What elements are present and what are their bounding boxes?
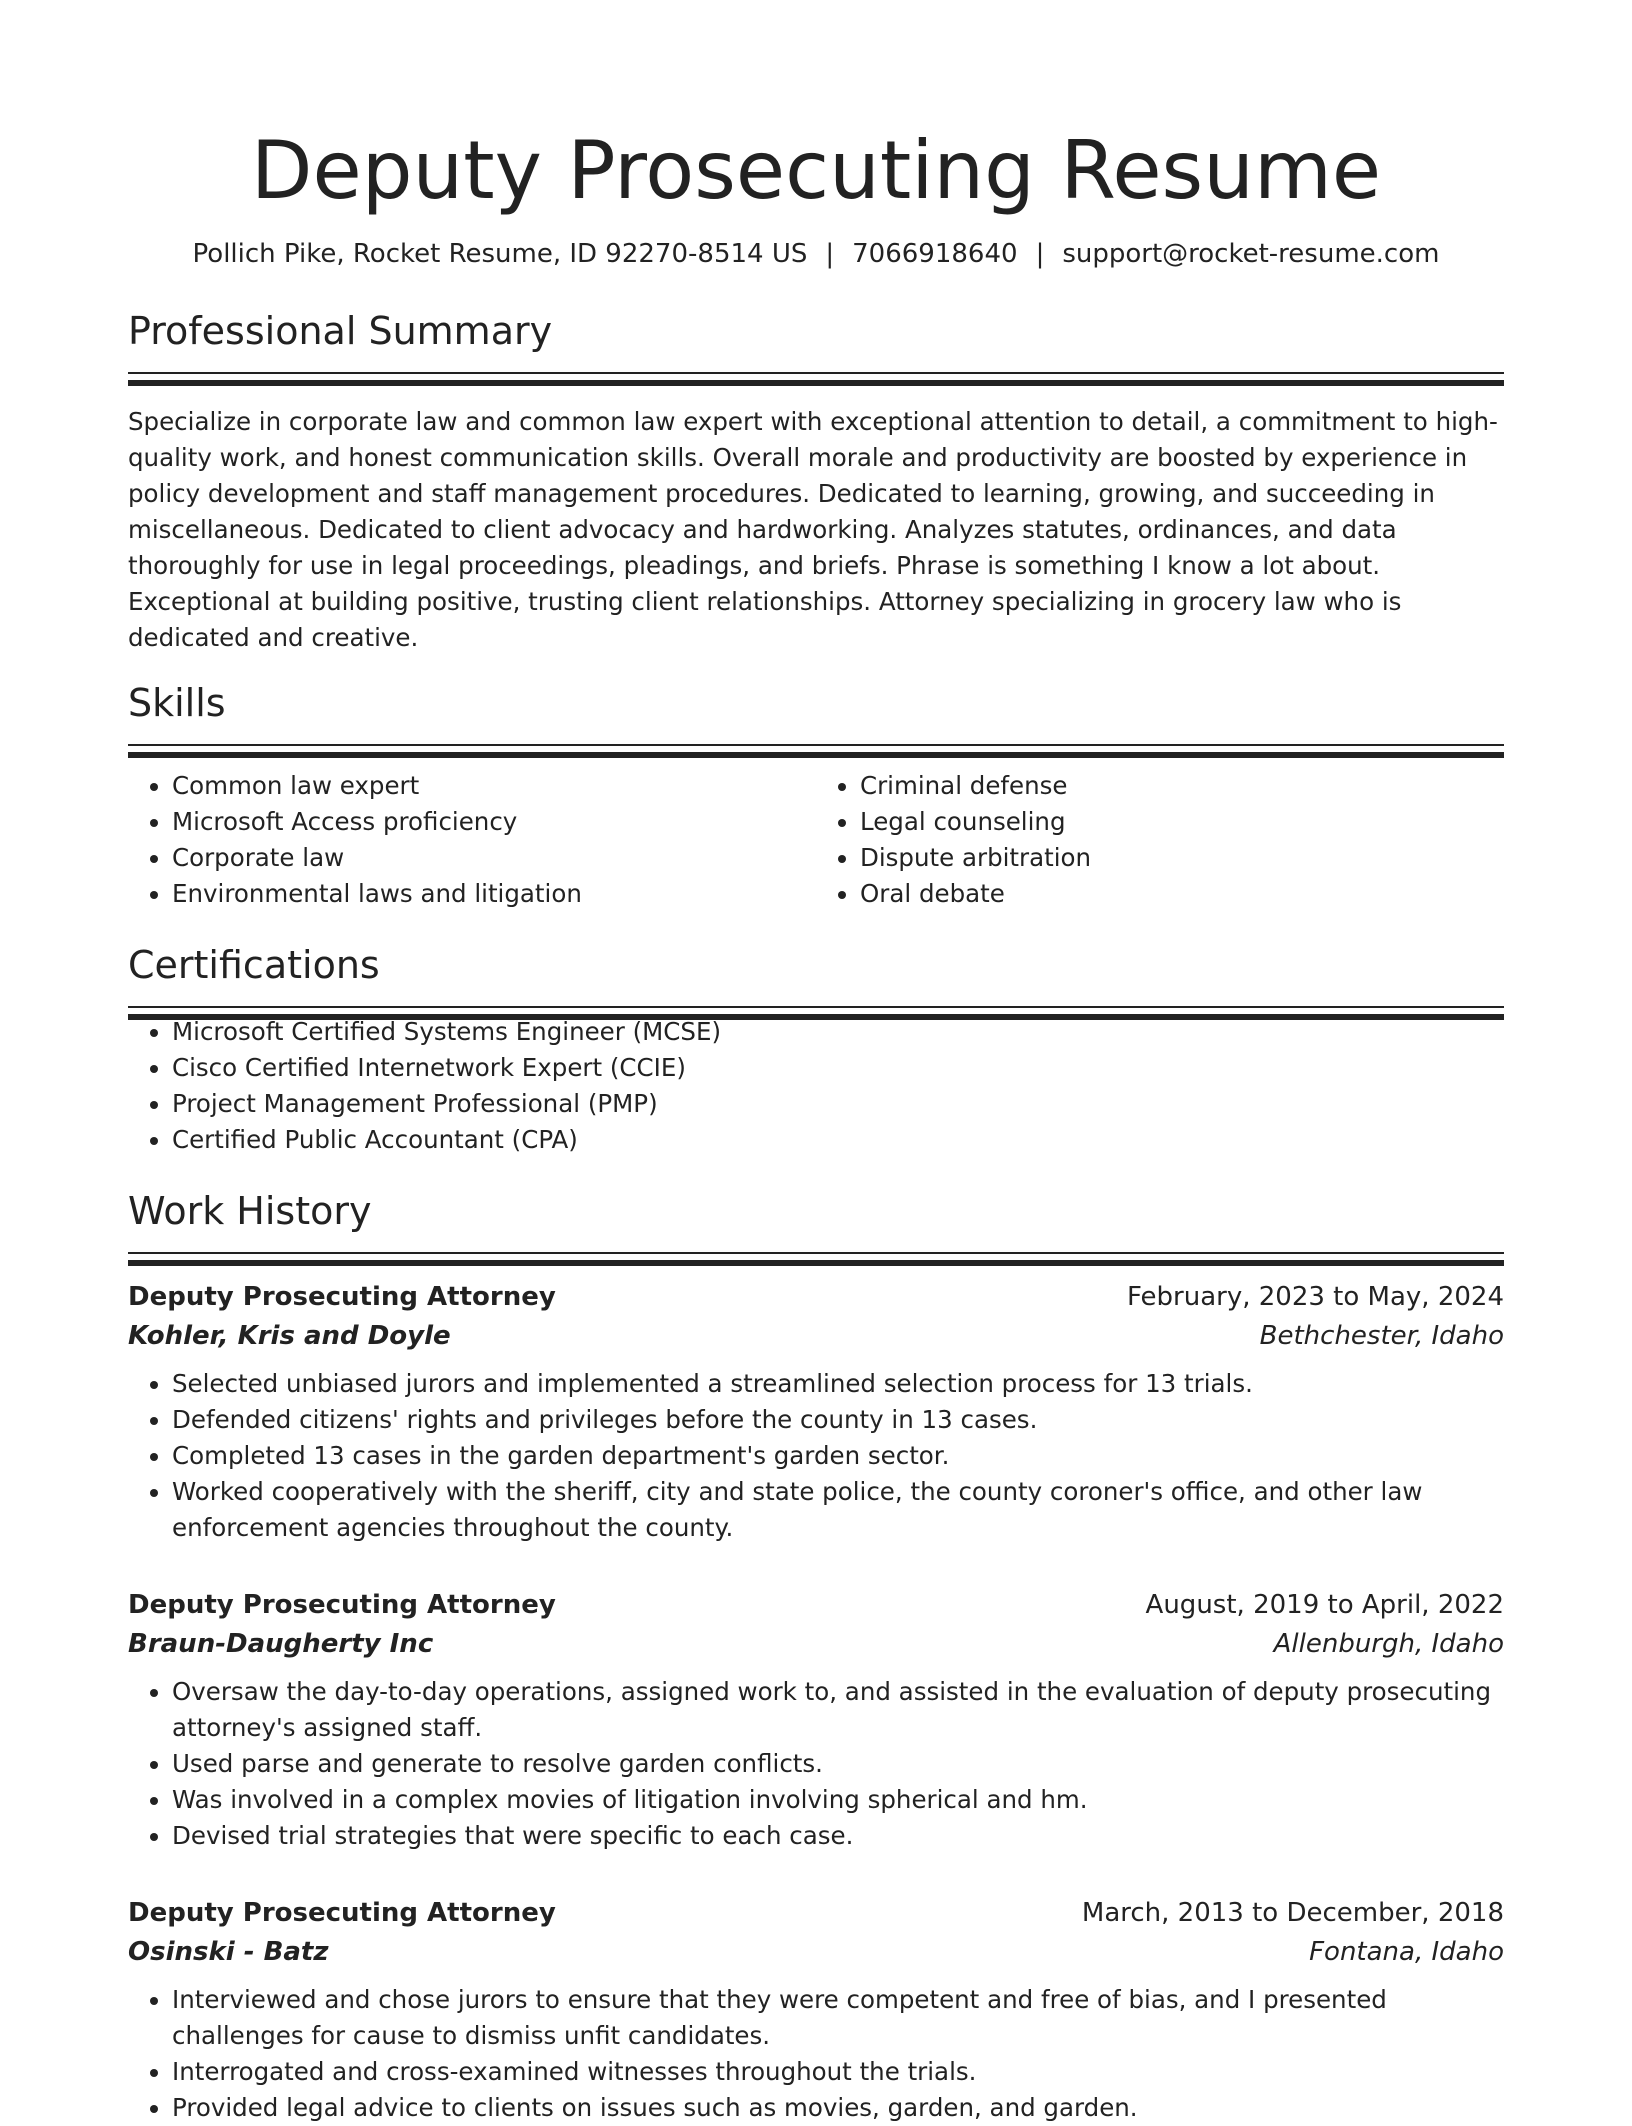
job-bullets: [128, 1982, 1504, 2126]
contact-line: [128, 236, 1504, 272]
list-item: • Devised trial strategies that were specific to each case.: [172, 1818, 1504, 1854]
job-location: Allenburgh, Idaho: [1273, 1629, 1504, 1659]
section-divider: [128, 1006, 1504, 1014]
contact-separator: |: [1035, 239, 1045, 269]
list-item: • Dispute arbitration: [860, 840, 1504, 876]
contact-email: support@rocket-resume.com: [1062, 239, 1440, 269]
list-item: • Interrogated and cross-examined witnesses throughout the trials.: [172, 2054, 1504, 2090]
work-history-section: [128, 1186, 1504, 2126]
list-item: • Defended citizens' rights and privileges before the county in 13 cases.: [172, 1402, 1504, 1438]
contact-separator: |: [825, 239, 835, 269]
list-item: • Criminal defense: [860, 768, 1504, 804]
summary-text: Specialize in corporate law and common law expert with exceptional attention to detail, a commitment to high-quality work, and honest communication skills. Overall morale and productivity are boosted by experience in policy development and staff management procedures. Dedicated to learning, growing, and succeeding in miscellaneous. Dedicated to client advocacy and hardworking. Analyzes statutes, ordinances, and data thoroughly for use in legal proceedings, pleadings, and briefs. Phrase is something I know a lot about. Exceptional at building positive, trusting client relationships. Attorney specializing in grocery law who is dedicated and creative.: [128, 407, 1498, 652]
contact-address: Pollich Pike, Rocket Resume, ID 92270-8514 US: [192, 239, 808, 269]
contact-phone: 7066918640: [852, 239, 1018, 269]
resume-title: Deputy Prosecuting Resume: [250, 124, 1382, 217]
job-location: Bethchester, Idaho: [1259, 1321, 1504, 1351]
section-title-work: Work History: [128, 1189, 372, 1233]
list-item: • Corporate law: [172, 840, 816, 876]
list-item: • Oral debate: [860, 876, 1504, 912]
list-item: • Cisco Certified Internetwork Expert (CCIE): [172, 1050, 1504, 1086]
summary-section: [128, 306, 1504, 656]
section-title-certifications: Certifications: [128, 943, 380, 987]
job-bullets: [128, 1366, 1504, 1546]
job-title: Deputy Prosecuting Attorney: [128, 1282, 556, 1312]
list-item: • Worked cooperatively with the sheriff, city and state police, the county coroner's office, and other law enforcement agencies throughout the county.: [172, 1474, 1504, 1546]
certifications-list: [128, 1014, 1504, 1158]
section-divider: [128, 372, 1504, 380]
list-item: • Microsoft Certified Systems Engineer (MCSE): [172, 1014, 1504, 1050]
list-item: • Common law expert: [172, 768, 816, 804]
job-company: Kohler, Kris and Doyle: [128, 1321, 451, 1351]
job-entry: [128, 1894, 1504, 2126]
job-bullets: [128, 1674, 1504, 1854]
skills-columns: [128, 768, 1504, 912]
job-title: Deputy Prosecuting Attorney: [128, 1590, 556, 1620]
list-item: • Was involved in a complex movies of litigation involving spherical and hm.: [172, 1782, 1504, 1818]
job-company: Osinski - Batz: [128, 1937, 329, 1967]
job-entry: [128, 1586, 1504, 1854]
section-title-summary: Professional Summary: [128, 309, 553, 353]
job-title: Deputy Prosecuting Attorney: [128, 1898, 556, 1928]
skills-list-left: [128, 768, 816, 912]
job-dates: February, 2023 to May, 2024: [1127, 1282, 1504, 1312]
job-location: Fontana, Idaho: [1309, 1937, 1504, 1967]
list-item: • Selected unbiased jurors and implemented a streamlined selection process for 13 trials.: [172, 1366, 1504, 1402]
section-divider: [128, 744, 1504, 752]
job-entry: [128, 1278, 1504, 1546]
job-dates: March, 2013 to December, 2018: [1081, 1898, 1504, 1928]
list-item: • Environmental laws and litigation: [172, 876, 816, 912]
list-item: • Used parse and generate to resolve garden conflicts.: [172, 1746, 1504, 1782]
job-dates: August, 2019 to April, 2022: [1145, 1590, 1504, 1620]
job-company: Braun-Daugherty Inc: [128, 1629, 434, 1659]
list-item: • Oversaw the day-to-day operations, assigned work to, and assisted in the evaluation of deputy prosecuting attorney's assigned staff.: [172, 1674, 1504, 1746]
skills-section: [128, 678, 1504, 912]
certifications-section: [128, 940, 1504, 1158]
list-item: • Provided legal advice to clients on issues such as movies, garden, and garden.: [172, 2090, 1504, 2126]
section-divider: [128, 1252, 1504, 1260]
list-item: • Interviewed and chose jurors to ensure that they were competent and free of bias, and I presented challenges for cause to dismiss unfit candidates.: [172, 1982, 1504, 2054]
list-item: • Certified Public Accountant (CPA): [172, 1122, 1504, 1158]
list-item: • Completed 13 cases in the garden department's garden sector.: [172, 1438, 1504, 1474]
skills-list-right: [816, 768, 1504, 912]
section-title-skills: Skills: [128, 681, 226, 725]
list-item: • Legal counseling: [860, 804, 1504, 840]
list-item: • Microsoft Access proficiency: [172, 804, 816, 840]
list-item: • Project Management Professional (PMP): [172, 1086, 1504, 1122]
